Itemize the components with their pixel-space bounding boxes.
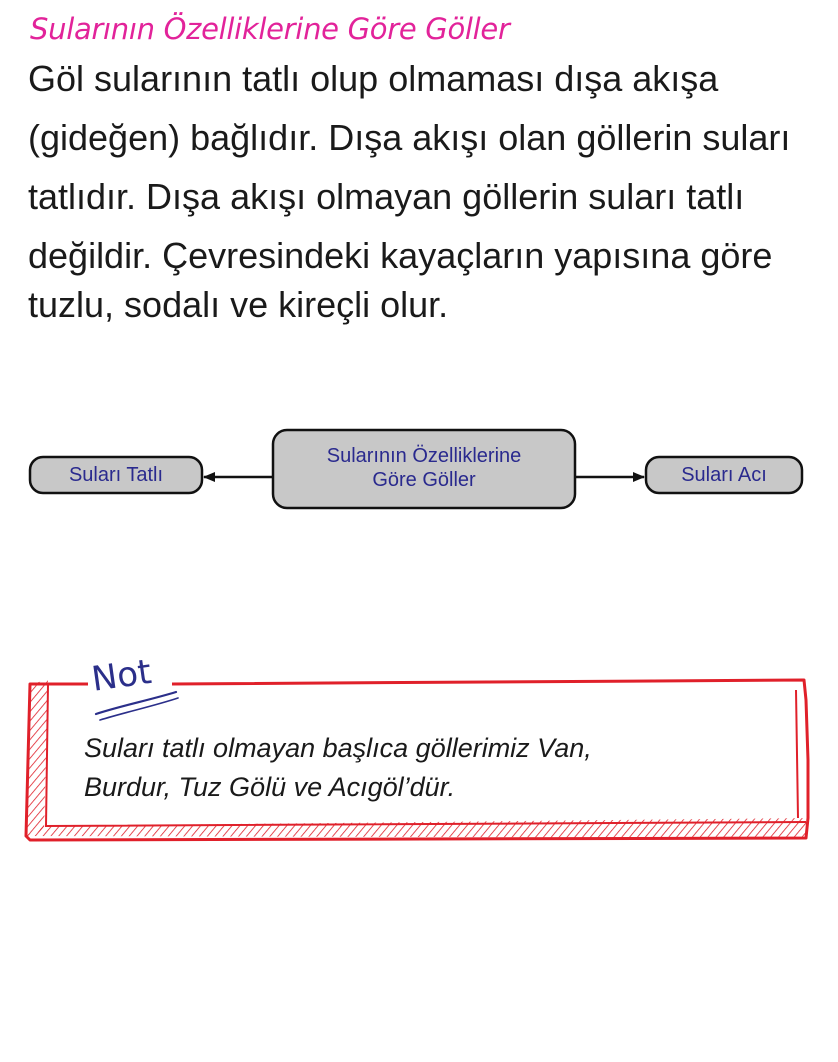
note-frame-hatch-bottom [26,818,808,838]
note-line: Suları tatlı olmayan başlıca göllerimiz Van, [84,733,592,763]
paragraph-line: tatlıdır. Dışa akışı olmayan göllerin suları tatlı [28,176,745,217]
left-box-label: Suları Tatlı [68,464,164,486]
section-heading: Sularının Özelliklerine Göre Göller [30,12,510,46]
note-line: Burdur, Tuz Gölü ve Acıgöl’dür. [84,772,456,802]
center-box-label [273,444,575,492]
right-box-label: Suları Acı [681,464,767,486]
paragraph-line: tuzlu, sodalı ve kireçli olur. [28,284,449,325]
paragraph-line: (gideğen) bağlıdır. Dışa akışı olan göllerin suları [28,117,791,158]
paragraph-line: Göl sularının tatlı olup olmaması dışa akışa [28,58,719,99]
center-box-label-line: Göre Göller [372,469,476,491]
paragraph-line: değildir. Çevresindeki kayaçların yapısına göre [28,235,773,276]
center-box-label-line: Sularının Özelliklerine [326,445,522,467]
note-title: Not [89,651,154,700]
